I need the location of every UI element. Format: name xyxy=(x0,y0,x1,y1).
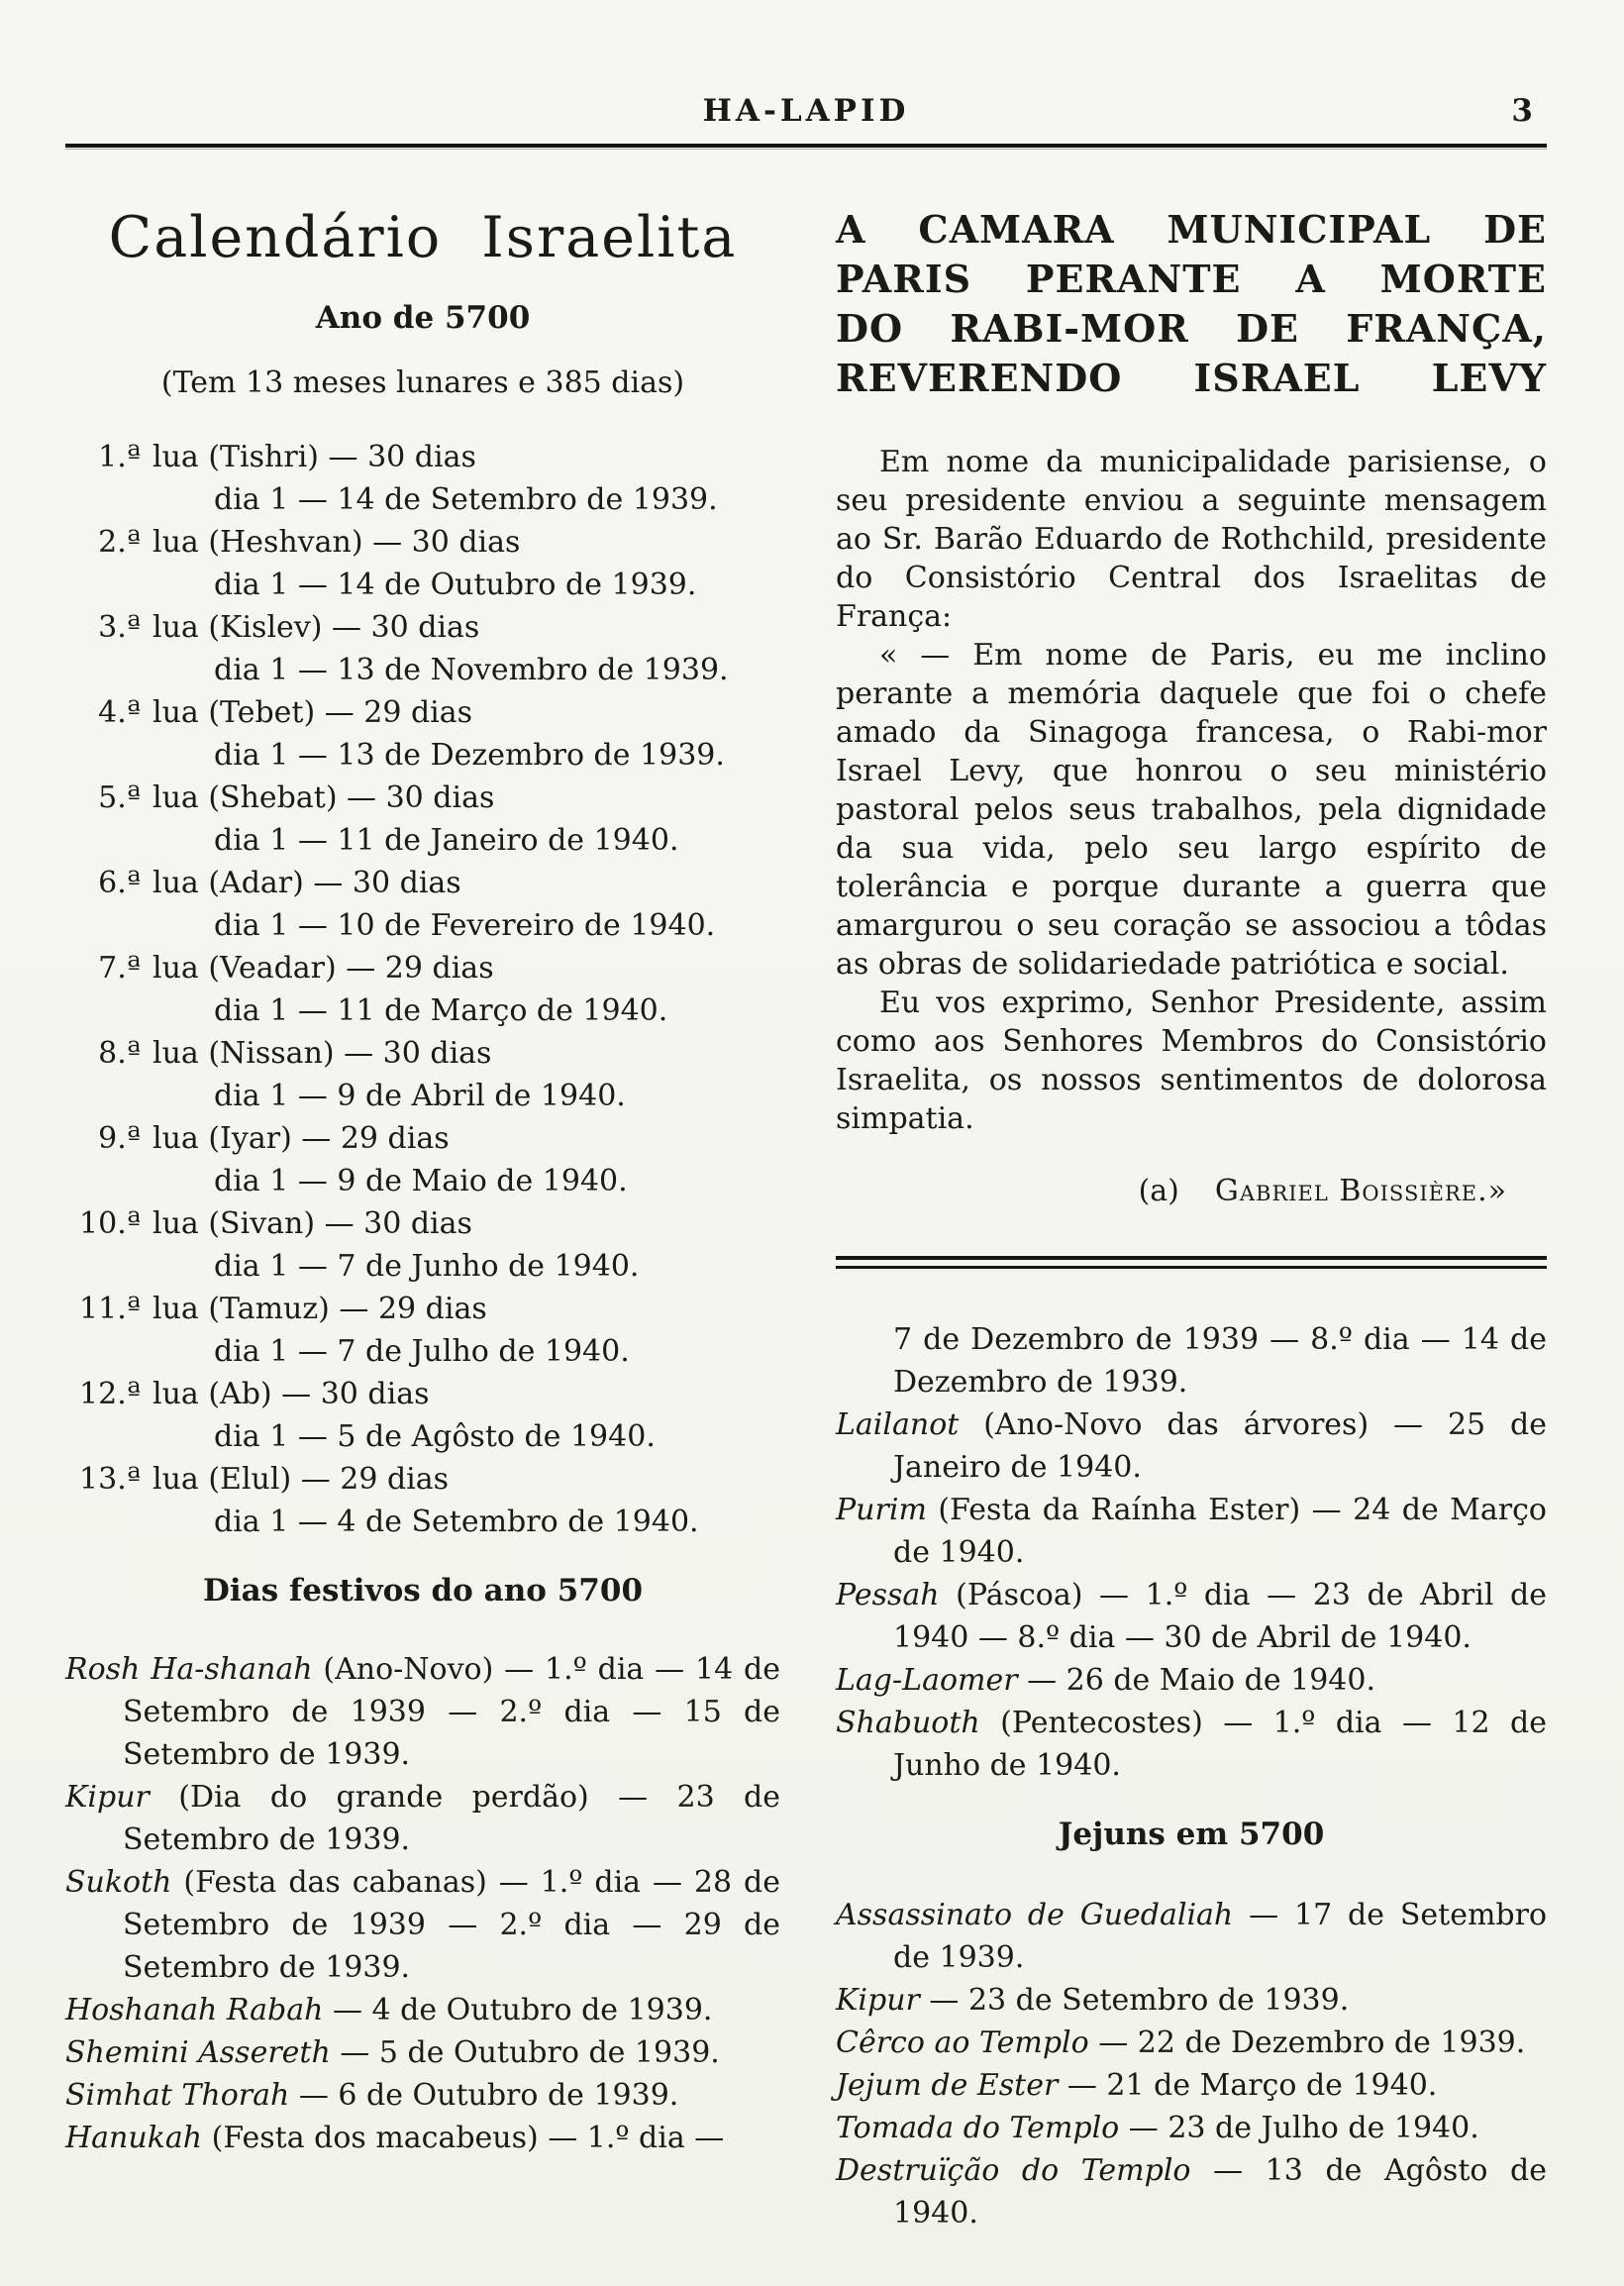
fast-name: Destruïção do Templo xyxy=(836,2153,1191,2188)
fast-name: Assassinato de Guedaliah xyxy=(836,1898,1234,1932)
month-date: dia 1 — 9 de Maio de 1940. xyxy=(214,1164,628,1198)
content-columns xyxy=(65,205,1547,2234)
festival-name: Hanukah xyxy=(65,2121,203,2155)
fasts-list xyxy=(836,1894,1547,2234)
festival-detail: — 6 de Outubro de 1939. xyxy=(289,2078,679,2113)
festival-name: Kipur xyxy=(65,1780,150,1815)
month-line xyxy=(65,1202,780,1245)
lunar-month-entry xyxy=(65,862,780,947)
lunar-month-entry xyxy=(65,521,780,606)
calendar-continuation-list xyxy=(836,1318,1547,1787)
month-label: lua (Veadar) — 29 dias xyxy=(152,951,494,986)
festival-name: Shabuoth xyxy=(836,1706,980,1740)
lunar-month-entry xyxy=(65,1373,780,1458)
lunar-month-entry xyxy=(65,777,780,862)
fast-entry xyxy=(836,1894,1547,1979)
festival-name: Purim xyxy=(836,1493,927,1527)
headline-line: REVERENDO ISRAEL LEVY xyxy=(836,356,1547,400)
month-ordinal: 11.ª xyxy=(79,1292,141,1326)
headline-line: DO RABI-MOR DE FRANÇA, xyxy=(836,306,1547,351)
month-date: dia 1 — 4 de Setembro de 1940. xyxy=(214,1505,699,1539)
month-date: dia 1 — 7 de Junho de 1940. xyxy=(214,1249,640,1284)
fast-detail: — 17 de Setembro de 1939. xyxy=(893,1898,1548,1975)
fast-detail: — 22 de Dezembro de 1939. xyxy=(1088,2026,1526,2060)
article-body xyxy=(836,443,1547,1210)
month-date: dia 1 — 5 de Agôsto de 1940. xyxy=(214,1419,656,1454)
month-ordinal: 7.ª xyxy=(98,951,141,986)
headline-line: PARIS PERANTE A MORTE xyxy=(836,257,1547,301)
month-label: lua (Tebet) — 29 dias xyxy=(152,695,473,730)
article-paragraph: Em nome da municipalidade parisiense, o seu presidente enviou a seguinte mensagem ao Sr. Barão Eduardo de Rothchild, presidente do Consistório Central dos Israelitas de França: xyxy=(836,445,1547,634)
festival-detail: (Dia do grande perdão) — 23 de Setembro de 1939. xyxy=(123,1780,780,1857)
month-ordinal: 13.ª xyxy=(79,1462,141,1497)
month-date: dia 1 — 9 de Abril de 1940. xyxy=(214,1079,626,1113)
festival-entry xyxy=(65,1861,780,1989)
festival-detail: (Festa da Raínha Ester) — 24 de Março de 1940. xyxy=(893,1493,1547,1570)
lunar-month-entry xyxy=(65,691,780,777)
lunar-month-entry xyxy=(65,1032,780,1117)
fast-entry xyxy=(836,2149,1547,2234)
month-label: lua (Iyar) — 29 dias xyxy=(152,1121,450,1156)
fast-detail: — 23 de Setembro de 1939. xyxy=(919,1983,1350,2018)
month-date: dia 1 — 10 de Fevereiro de 1940. xyxy=(214,908,716,943)
signature-prefix: (a) xyxy=(1138,1174,1179,1208)
month-ordinal: 1.ª xyxy=(98,440,141,474)
festival-name: Rosh Ha-shanah xyxy=(65,1652,313,1687)
signature-line xyxy=(836,1172,1547,1210)
festival-detail: — 26 de Maio de 1940. xyxy=(1017,1663,1376,1698)
festival-entry xyxy=(65,2117,780,2159)
lunar-month-entry xyxy=(65,1117,780,1202)
month-ordinal: 4.ª xyxy=(98,695,141,730)
right-column xyxy=(836,205,1547,2234)
masthead-rule xyxy=(65,144,1547,150)
festival-entry xyxy=(836,1659,1547,1702)
month-label: lua (Elul) — 29 dias xyxy=(152,1462,450,1497)
lunar-months-list xyxy=(65,436,780,1543)
month-date: dia 1 — 11 de Março de 1940. xyxy=(214,993,668,1028)
fast-entry xyxy=(836,2107,1547,2149)
month-ordinal: 9.ª xyxy=(98,1121,141,1156)
lunar-month-entry xyxy=(65,1288,780,1373)
lunar-month-entry xyxy=(65,1202,780,1288)
fast-entry xyxy=(836,2022,1547,2064)
festival-entry xyxy=(836,1489,1547,1574)
fast-name: Tomada do Templo xyxy=(836,2111,1120,2145)
month-label: lua (Heshvan) — 30 dias xyxy=(152,525,521,560)
month-ordinal: 6.ª xyxy=(98,866,141,900)
left-column xyxy=(65,205,780,2234)
fast-entry xyxy=(836,1979,1547,2022)
month-line xyxy=(65,691,780,734)
month-line xyxy=(65,606,780,649)
month-ordinal: 10.ª xyxy=(79,1206,141,1241)
festival-entry xyxy=(836,1702,1547,1787)
festival-detail: (Ano-Novo) — 1.º dia — 14 de Setembro de 1939 — 2.º dia — 15 de Setembro de 1939. xyxy=(123,1652,781,1772)
month-line xyxy=(65,862,780,904)
festival-entry xyxy=(65,1776,780,1861)
month-date: dia 1 — 13 de Dezembro de 1939. xyxy=(214,738,725,773)
month-ordinal: 8.ª xyxy=(98,1036,141,1071)
lunar-month-entry xyxy=(65,606,780,691)
lunar-month-entry xyxy=(65,947,780,1032)
month-line xyxy=(65,1288,780,1330)
festival-detail: (Festa dos macabeus) — 1.º dia — xyxy=(202,2121,725,2155)
month-line xyxy=(65,521,780,564)
festivals-list xyxy=(65,1648,780,2159)
month-label: lua (Sivan) — 30 dias xyxy=(152,1206,472,1241)
masthead xyxy=(65,93,1547,135)
journal-title: HA-LAPID xyxy=(702,93,910,129)
festival-detail: — 5 de Outubro de 1939. xyxy=(330,2035,720,2070)
month-ordinal: 5.ª xyxy=(98,780,141,815)
fasts-heading: Jejuns em 5700 xyxy=(1058,1817,1325,1852)
month-ordinal: 12.ª xyxy=(79,1377,141,1411)
month-line xyxy=(65,436,780,478)
month-line xyxy=(65,777,780,819)
month-line xyxy=(65,1458,780,1501)
festival-name: Simhat Thorah xyxy=(65,2078,290,2113)
festival-name: Lailanot xyxy=(836,1407,960,1442)
festival-entry xyxy=(836,1403,1547,1489)
festival-name: Hoshanah Rabah xyxy=(65,1993,324,2027)
month-date: dia 1 — 14 de Setembro de 1939. xyxy=(214,482,718,517)
month-line xyxy=(65,1117,780,1160)
festival-detail: 7 de Dezembro de 1939 — 8.º dia — 14 de Dezembro de 1939. xyxy=(893,1322,1547,1400)
fast-detail: — 13 de Agôsto de 1940. xyxy=(893,2153,1547,2231)
festival-detail: (Pentecostes) — 1.º dia — 12 de Junho de 1940. xyxy=(893,1706,1547,1783)
month-date: dia 1 — 11 de Janeiro de 1940. xyxy=(214,823,679,858)
month-date: dia 1 — 13 de Novembro de 1939. xyxy=(214,653,729,687)
month-label: lua (Tamuz) — 29 dias xyxy=(152,1292,487,1326)
festival-entry xyxy=(65,1989,780,2031)
fast-name: Cêrco ao Templo xyxy=(836,2026,1089,2060)
fast-detail: — 21 de Março de 1940. xyxy=(1058,2068,1438,2103)
festival-entry xyxy=(65,2074,780,2117)
calendar-note: (Tem 13 meses lunares e 385 dias) xyxy=(160,365,685,400)
section-divider xyxy=(836,1256,1547,1269)
article-paragraph: « — Em nome de Paris, eu me inclino perante a memória daquele que foi o chefe amado da Sinagoga francesa, o Rabi-mor Israel Levy, que honrou o seu ministério pastoral pelos seus trabalhos, pela dignidade da sua vida, pelo seu largo espírito de tolerância e porque durante a guerra que amargurou o seu coração se associou a tôdas as obras de solidariedade patriótica e social. xyxy=(836,638,1547,982)
festival-entry xyxy=(65,2031,780,2074)
signature-name: Gabriel Boissière.» xyxy=(1214,1174,1507,1208)
month-label: lua (Ab) — 30 dias xyxy=(152,1377,430,1411)
month-ordinal: 2.ª xyxy=(98,525,141,560)
festival-name: Pessah xyxy=(836,1578,940,1612)
festival-detail: (Ano-Novo das árvores) — 25 de Janeiro de 1940. xyxy=(893,1407,1547,1485)
festival-name: Shemini Assereth xyxy=(65,2035,331,2070)
month-label: lua (Nissan) — 30 dias xyxy=(152,1036,492,1071)
festival-detail: (Páscoa) — 1.º dia — 23 de Abril de 1940 — 8.º dia — 30 de Abril de 1940. xyxy=(893,1578,1547,1655)
month-date: dia 1 — 14 de Outubro de 1939. xyxy=(214,568,697,602)
month-line xyxy=(65,1373,780,1415)
fast-name: Kipur xyxy=(836,1983,920,2018)
festival-entry xyxy=(836,1574,1547,1659)
calendar-year-heading: Ano de 5700 xyxy=(315,300,531,336)
calendar-title: Calendário Israelita xyxy=(108,205,738,270)
article-headline xyxy=(836,205,1547,403)
festival-detail: — 4 de Outubro de 1939. xyxy=(323,1993,713,2027)
lunar-month-entry xyxy=(65,1458,780,1543)
lunar-month-entry xyxy=(65,436,780,521)
festival-name: Lag-Laomer xyxy=(836,1663,1018,1698)
month-label: lua (Tishri) — 30 dias xyxy=(152,440,476,474)
festival-name: Sukoth xyxy=(65,1865,172,1900)
month-label: lua (Adar) — 30 dias xyxy=(152,866,461,900)
festival-detail: (Festa das cabanas) — 1.º dia — 28 de Setembro de 1939 — 2.º dia — 29 de Setembro de 1939. xyxy=(123,1865,780,1985)
month-date: dia 1 — 7 de Julho de 1940. xyxy=(214,1334,630,1369)
fast-detail: — 23 de Julho de 1940. xyxy=(1119,2111,1479,2145)
festivals-heading: Dias festivos do ano 5700 xyxy=(202,1573,644,1609)
month-ordinal: 3.ª xyxy=(98,610,141,645)
page-number: 3 xyxy=(1511,93,1533,129)
month-label: lua (Kislev) — 30 dias xyxy=(152,610,480,645)
headline-line: A CAMARA MUNICIPAL DE xyxy=(836,207,1547,252)
month-line xyxy=(65,1032,780,1075)
calendar-continuation-entry xyxy=(836,1318,1547,1403)
fast-name: Jejum de Ester xyxy=(836,2068,1059,2103)
festival-entry xyxy=(65,1648,780,1776)
month-label: lua (Shebat) — 30 dias xyxy=(152,780,495,815)
article-paragraph: Eu vos exprimo, Senhor Presidente, assim como aos Senhores Membros do Consistório Israelita, os nossos sentimentos de dolorosa simpatia. xyxy=(836,986,1547,1136)
month-line xyxy=(65,947,780,989)
fast-entry xyxy=(836,2064,1547,2107)
